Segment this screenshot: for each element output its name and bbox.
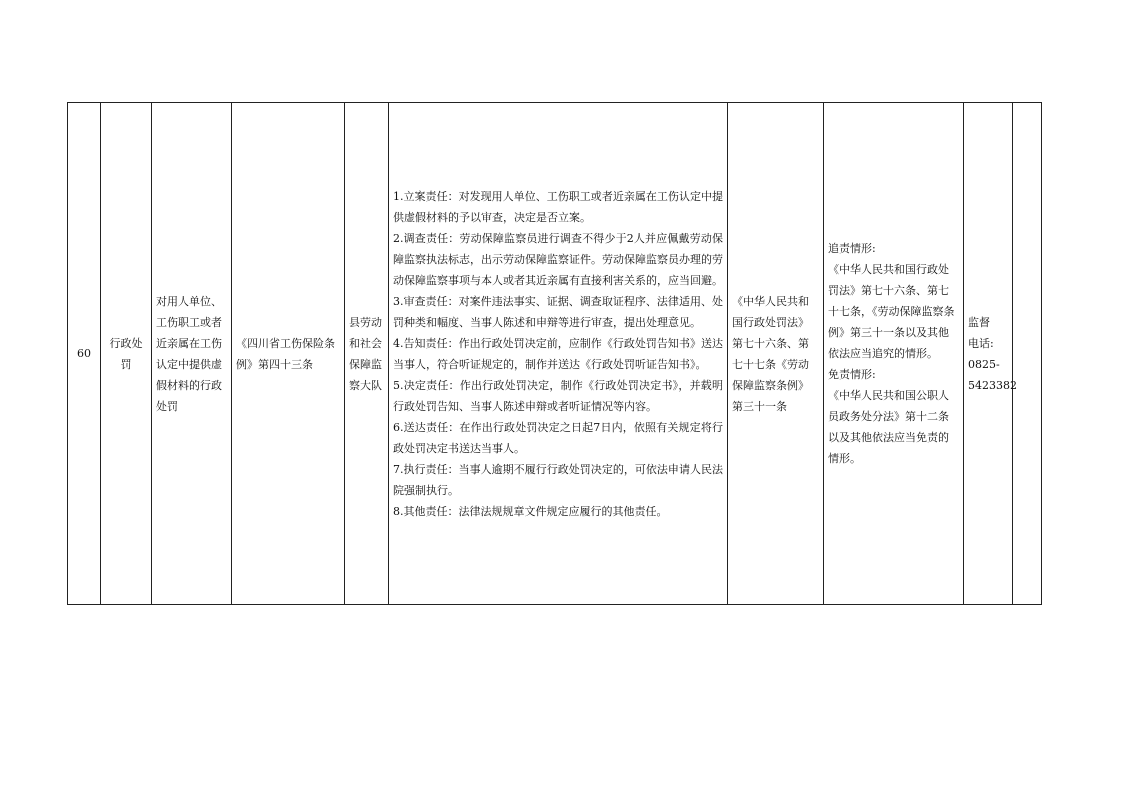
legal-basis-text: 《四川省工伤保险条例》第四十三条 [236,336,335,371]
power-type [101,103,152,605]
accountability-cases [824,103,964,605]
exempt-label: 免责情形: [828,368,876,381]
duty-basis [728,103,824,605]
row-number: 60 [68,103,101,605]
exempt-text: 《中华人民共和国公职人员政务处分法》第十二条以及其他依法应当免责的情形。 [828,389,949,465]
responsibility-item: 8.其他责任：法律法规规章文件规定应履行的其他责任。 [393,504,668,518]
responsibility-item: 5.决定责任：作出行政处罚决定，制作《行政处罚决定书》，并载明行政处罚告知、当事人陈述申辩或者听证情况等内容。 [393,378,723,413]
table-row [68,103,1042,605]
pursue-text: 《中华人民共和国行政处罚法》第七十六条、第七十七条，《劳动保障监察条例》第三十一条以及其他依法应当追究的情形。 [828,263,955,360]
responsible-department [345,103,389,605]
power-list-table [67,102,1042,605]
duty-basis-text: 《中华人民共和国行政处罚法》第七十六条、第七十七条《劳动保障监察条例》第三十一条 [732,294,809,413]
responsibility-items [389,103,728,605]
supervision-label: 监督 [968,315,990,329]
responsibility-item: 7.执行责任：当事人逾期不履行行政处罚决定的，可依法申请人民法院强制执行。 [393,462,723,497]
phone-label: 电话: [968,336,994,350]
item-name-text: 对用人单位、工伤职工或者近亲属在工伤认定中提供虚假材料的行政处罚 [156,294,222,413]
responsibility-item: 4.告知责任：作出行政处罚决定前，应制作《行政处罚告知书》送达当事人，符合听证规定的，制作并送达《行政处罚听证告知书》。 [393,336,723,371]
responsibility-item: 1.立案责任：对发现用人单位、工伤职工或者近亲属在工伤认定中提供虚假材料的予以审查，决定是否立案。 [393,189,723,224]
power-type-text: 行政处罚 [109,336,143,371]
supervision-contact [964,103,1017,605]
remark-cell [1013,103,1042,605]
item-name [152,103,232,605]
pursue-label: 追责情形: [828,242,876,255]
legal-basis [232,103,345,605]
responsibility-item: 2.调查责任：劳动保障监察员进行调查不得少于2人并应佩戴劳动保障监察执法标志，出示劳动保障监察证件。劳动保障监察员办理的劳动保障监察事项与本人或者其近亲属有直接利害关系的，应当回避。 [393,231,723,287]
responsibility-item: 3.审查责任：对案件违法事实、证据、调查取证程序、法律适用、处罚种类和幅度、当事人陈述和申辩等进行审查，提出处理意见。 [393,294,723,329]
phone-number: 5423382 [968,378,1017,392]
department-text: 县劳动和社会保障监察大队 [349,315,382,392]
responsibility-item: 6.送达责任：在作出行政处罚决定之日起7日内，依照有关规定将行政处罚决定书送达当事人。 [393,420,723,455]
phone-prefix: 0825- [968,357,1000,371]
